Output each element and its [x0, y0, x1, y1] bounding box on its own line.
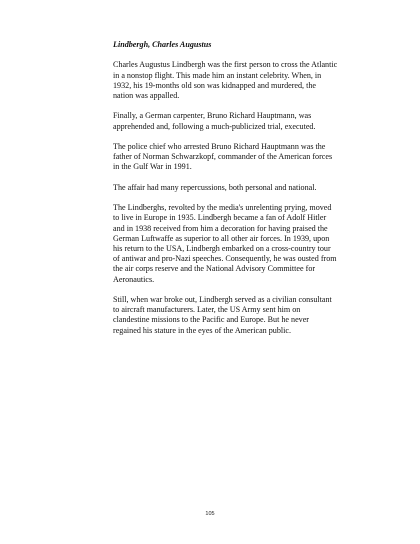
page-content: [113, 40, 338, 346]
page-number: 105: [205, 511, 215, 517]
paragraph-2: Finally, a German carpenter, Bruno Richard Hauptmann, was apprehended and, following a much-publicized trial, executed.: [113, 111, 316, 131]
section-title: Lindbergh, Charles Augustus: [113, 40, 212, 49]
paragraph-6: Still, when war broke out, Lindbergh served as a civilian consultant to aircraft manufacturers. Later, the US Army sent him on clandestine missions to the Pacific and Europe. But he never regained his stature in the eyes of the American public.: [113, 294, 332, 335]
paragraph-3: The police chief who arrested Bruno Richard Hauptmann was the father of Norman Schwarzkopf, commander of the American forces in the Gulf War in 1991.: [113, 141, 333, 172]
paragraph-5: The Lindberghs, revolted by the media's unrelenting prying, moved to live in Europe in 1935. Lindbergh became a fan of Adolf Hitler and in 1938 received from him a decoration for having praised the German Luftwaffe as superior to all other air forces. In 1939, upon his return to the USA, Lindbergh embarked on a cross-country tour of antiwar and pro-Nazi speeches. Consequently, he was ousted from the air corps reserve and the National Advisory Committee for Aeronautics.: [113, 203, 337, 284]
paragraph-4: The affair had many repercussions, both personal and national.: [113, 182, 317, 192]
paragraph-1: Charles Augustus Lindbergh was the first person to cross the Atlantic in a nonstop flight. This made him an instant celebrity. When, in 1932, his 19-months old son was kidnapped and murdered, the nation was appalled.: [113, 60, 338, 100]
